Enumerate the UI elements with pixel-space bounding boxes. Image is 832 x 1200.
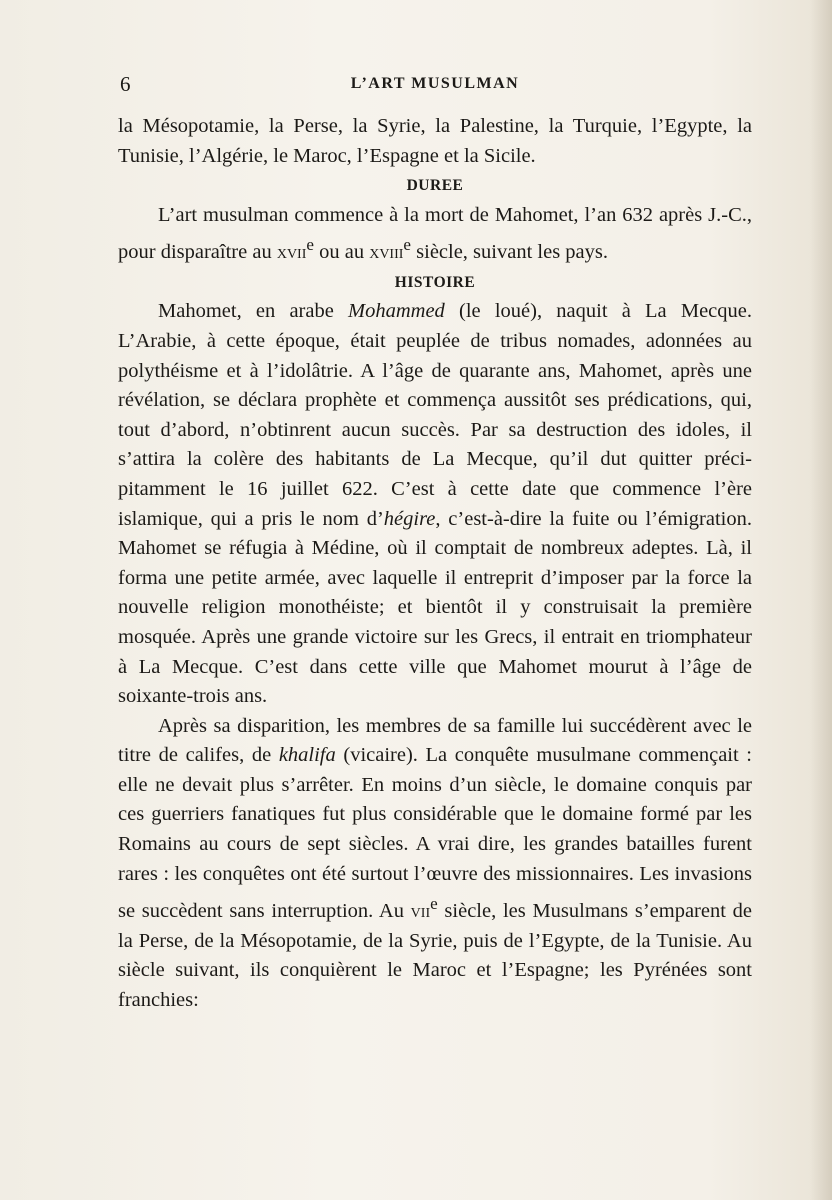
- section-heading-duree: DUREE: [406, 177, 464, 195]
- intro-paragraph: la Mésopotamie, la Perse, la Syrie, la Palestine, la Turquie, l’Egypte, la Tunisie, l’Algérie, le Maroc, l’Espagne et la Sicile.: [118, 115, 752, 167]
- italic-mohammed: Mohammed: [348, 300, 445, 323]
- duree-text-b: ou au: [313, 241, 370, 264]
- duree-paragraph: [118, 201, 752, 268]
- histoire-p1-text-b: (le loué), naquit à La Mecque. L’Arabie, à cette époque, était peuplée de tribus nomades, adonnées au polythéisme et à l’idolâtrie. A l’âge de quarante ans, Mahomet, après une révélation, se déclara prophète et commença aussitôt ses prédications, qui, tout d’abord, n’obtinrent aucun succès. Par sa destruction des idoles, il s’attira la colère des habitants de La Mecque, qu’il dut quitter précipitamment le 16 juillet 622. C’est à cette date que commence l’ère islamique, qui a pris le nom d’: [118, 300, 752, 530]
- page-number: 6: [120, 72, 132, 96]
- running-head: [120, 72, 750, 102]
- running-title: L’ART MUSULMAN: [350, 75, 520, 92]
- histoire-p2-text-c: siècle, les Musulmans s’emparent de la Perse, de la Mésopotamie, de la Syrie, puis de l’Egypte, de la Tunisie. Au siècle suivant, ils conquièrent le Maroc et l’Espagne; les Pyrénées sont franchies:: [118, 900, 752, 1011]
- histoire-p1-text-c: , c’est-à-dire la fuite ou l’émigration. Mahomet se réfugia à Médine, où il comptait de nombreux adeptes. Là, il forma une petite armée, avec laquelle il entreprit d’imposer par la force la nouvelle religion monothéiste; et bientôt il y construisait la première mosquée. Après une grande victoire sur les Grecs, il entrait en triomphateur à La Mecque. C’est dans cette ville que Mahomet mourut à l’âge de soixante-trois ans.: [118, 507, 752, 708]
- century-xvii: xvii: [276, 241, 307, 264]
- superscript-e: e: [430, 894, 438, 914]
- italic-khalifa: khalifa: [278, 744, 336, 767]
- superscript-e: e: [306, 235, 314, 255]
- duree-text-a: L’art musulman commence à la mort de Mahomet, l’an 632 après J.-C., pour disparaître au: [118, 203, 752, 264]
- page-edge-shadow: [810, 0, 832, 1200]
- histoire-paragraph-1: [118, 297, 752, 711]
- section-heading-histoire: HISTOIRE: [394, 273, 476, 291]
- italic-hegire: hégire: [383, 507, 436, 530]
- histoire-p1-text-a: Mahomet, en arabe: [158, 300, 349, 323]
- century-vii: vii: [410, 900, 431, 923]
- histoire-p2-text-a: Après sa disparition, les membres de sa famille lui succédèrent avec le titre de califes, de: [118, 714, 752, 767]
- superscript-e: e: [403, 235, 412, 255]
- histoire-p2-text-b: (vicaire). La conquête musulmane commençait : elle ne devait plus s’arrêter. En moins d’un siècle, le domaine conquis par ces guerriers fanatiques fut plus considérable que le domaine formé par les Romains au cours de sept siècles. A vrai dire, les grandes batailles furent rares : les conquêtes ont été surtout l’œuvre des missionnaires. Les invasions se succèdent sans interruption. Au: [118, 744, 753, 923]
- duree-text-c: siècle, suivant les pays.: [411, 241, 608, 264]
- body-text: [118, 112, 752, 1015]
- histoire-paragraph-2: [118, 712, 752, 1016]
- century-xviii: xviii: [369, 241, 404, 264]
